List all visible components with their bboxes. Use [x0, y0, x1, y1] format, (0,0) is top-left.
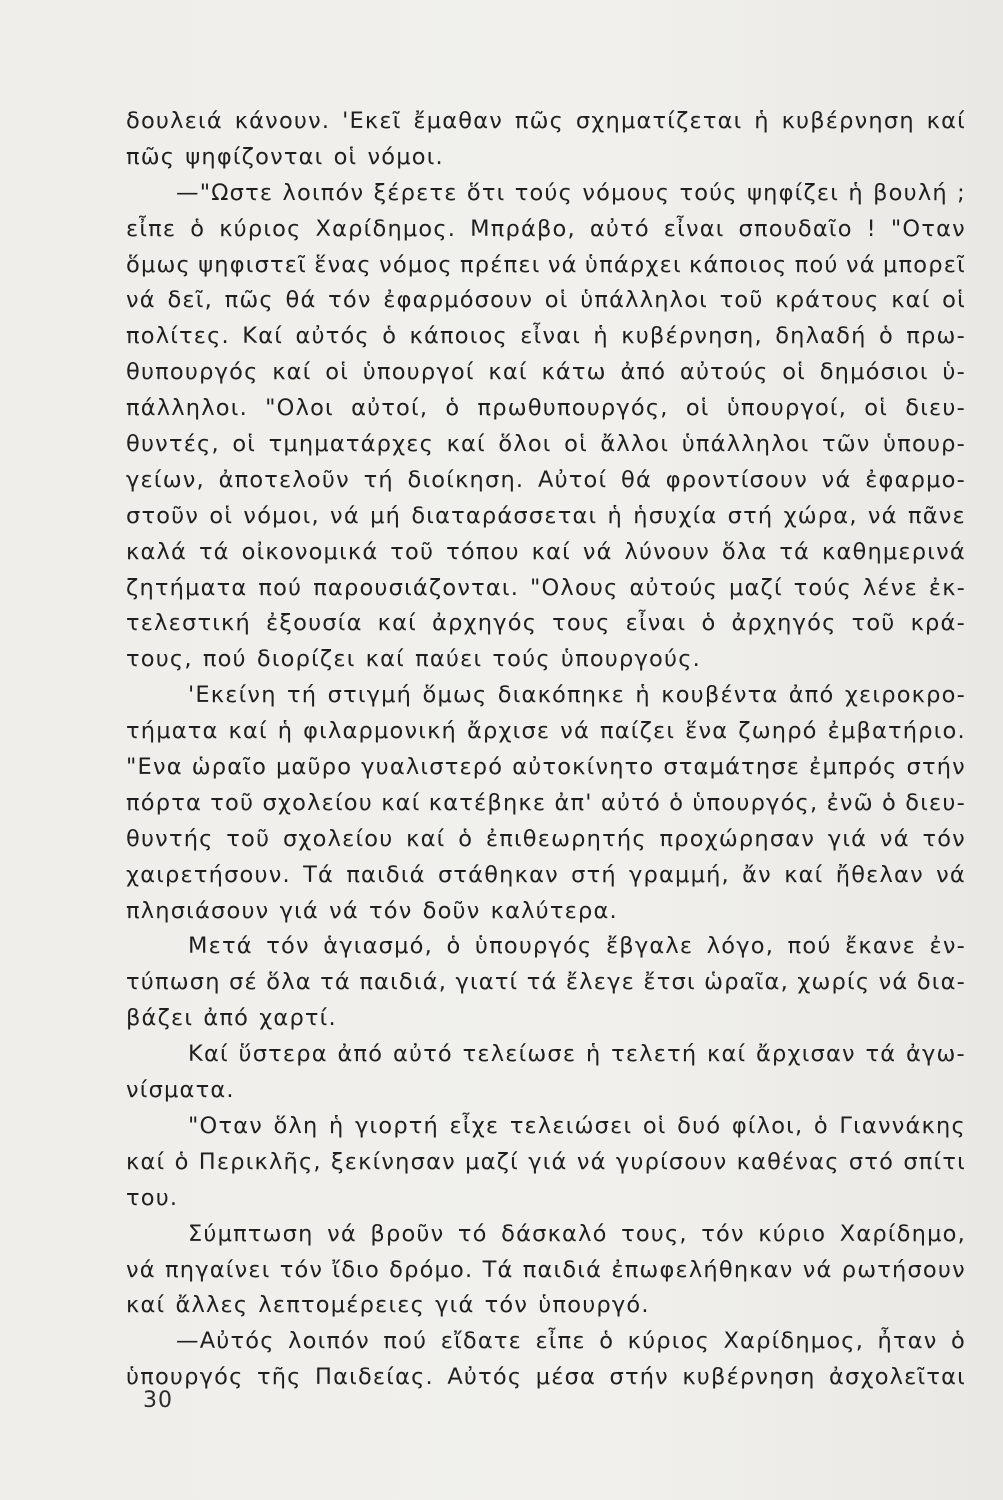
text-line: Σύμπτωση νά βροῦν τό δάσκαλό τους, τόν κύριο Χαρίδημο, — [188, 1220, 966, 1247]
text-line: "Ενα ὡραῖο μαῦρο γυαλιστερό αὐτοκίνητο σταμάτησε ἐμπρός στήν — [126, 754, 966, 781]
text-line: πολίτες. Καί αὐτός ὁ κάποιος εἶναι ἡ κυβέρνηση, δηλαδή ὁ πρω- — [126, 323, 966, 350]
text-line: πῶς ψηφίζονται οἱ νόμοι. — [126, 143, 444, 170]
text-line: νά δεῖ, πῶς θά τόν ἐφαρμόσουν οἱ ὑπάλληλοι τοῦ κράτους καί οἱ — [126, 287, 966, 314]
text-line: ζητήματα πού παρουσιάζονται. "Ολους αὐτούς μαζί τούς λένε ἐκ- — [126, 574, 966, 601]
text-line: στοῦν οἱ νόμοι, νά μή διαταράσσεται ἡ ἡσυχία στή χώρα, νά πᾶνε — [126, 502, 966, 529]
body-text — [126, 104, 966, 1396]
text-line: τύπωση σέ ὅλα τά παιδιά, γιατί τά ἔλεγε ἔτσι ὡραῖα, χωρίς νά δια- — [126, 969, 966, 996]
text-line: καί ὁ Περικλῆς, ξεκίνησαν μαζί γιά νά γυρίσουν καθένας στό σπίτι — [126, 1148, 966, 1175]
text-line: θυντές, οἱ τμηματάρχες καί ὅλοι οἱ ἄλλοι ὑπάλληλοι τῶν ὑπουρ- — [126, 431, 966, 458]
text-line: του. — [126, 1184, 179, 1211]
text-line: νίσματα. — [126, 1077, 235, 1104]
text-line: νά πηγαίνει τόν ἴδιο δρόμο. Τά παιδιά ἐπωφελήθηκαν νά ρωτήσουν — [126, 1256, 966, 1283]
text-line: θυντής τοῦ σχολείου καί ὁ ἐπιθεωρητής προχώρησαν γιά νά τόν — [126, 825, 966, 852]
text-line: 'Εκείνη τή στιγμή ὅμως διακόπηκε ἡ κουβέντα ἀπό χειροκρο- — [188, 682, 966, 709]
text-line: πάλληλοι. "Ολοι αὐτοί, ὁ πρωθυπουργός, οἱ ὑπουργοί, οἱ διευ- — [126, 395, 966, 422]
text-line: —"Ωστε λοιπόν ξέρετε ὅτι τούς νόμους τούς ψηφίζει ἡ βουλή ; — [176, 179, 966, 206]
text-line: χαιρετήσουν. Τά παιδιά στάθηκαν στή γραμμή, ἄν καί ἤθελαν νά — [126, 861, 966, 888]
text-line: ὑπουργός τῆς Παιδείας. Αὐτός μέσα στήν κυβέρνηση ἀσχολεῖται — [126, 1364, 966, 1391]
text-line: θυπουργός καί οἱ ὑπουργοί καί κάτω ἀπό αὐτούς οἱ δημόσιοι ὑ- — [126, 359, 966, 386]
text-line: εἶπε ὁ κύριος Χαρίδημος. Μπράβο, αὐτό εἶναι σπουδαῖο ! "Οταν — [126, 215, 966, 242]
text-line: τήματα καί ἡ φιλαρμονική ἄρχισε νά παίζει ἕνα ζωηρό ἐμβατήριο. — [126, 718, 966, 745]
text-line: Καί ὕστερα ἀπό αὐτό τελείωσε ἡ τελετή καί ἄρχισαν τά ἀγω- — [188, 1041, 966, 1068]
page-number: 30 — [143, 1388, 173, 1413]
text-line: ὅμως ψηφιστεῖ ἕνας νόμος πρέπει νά ὑπάρχει κάποιος πού νά μπορεῖ — [126, 251, 966, 278]
text-line: τους, πού διορίζει καί παύει τούς ὑπουργούς. — [126, 646, 701, 673]
text-line: —Αὐτός λοιπόν πού εἴδατε εἶπε ὁ κύριος Χαρίδημος, ἦταν ὁ — [176, 1328, 966, 1355]
text-line: Μετά τόν ἁγιασμό, ὁ ὑπουργός ἔβγαλε λόγο, πού ἔκανε ἐν- — [188, 933, 966, 960]
text-line: πόρτα τοῦ σχολείου καί κατέβηκε ἀπ' αὐτό ὁ ὑπουργός, ἐνῶ ὁ διευ- — [126, 789, 966, 816]
text-line: δουλειά κάνουν. 'Εκεῖ ἔμαθαν πῶς σχηματίζεται ἡ κυβέρνηση καί — [126, 108, 966, 134]
text-line: πλησιάσουν γιά νά τόν δοῦν καλύτερα. — [126, 897, 618, 924]
text-line: "Οταν ὅλη ἡ γιορτή εἶχε τελειώσει οἱ δυό φίλοι, ὁ Γιαννάκης — [188, 1112, 966, 1139]
text-line: τελεστική ἐξουσία καί ἀρχηγός τους εἶναι ὁ ἀρχηγός τοῦ κρά- — [126, 610, 966, 637]
text-line: καί ἄλλες λεπτομέρειες γιά τόν ὑπουργό. — [126, 1292, 650, 1319]
text-line: καλά τά οἰκονομικά τοῦ τόπου καί νά λύνουν ὅλα τά καθημερινά — [126, 538, 966, 565]
text-line: γείων, ἀποτελοῦν τή διοίκηση. Αὐτοί θά φροντίσουν νά ἐφαρμο- — [126, 466, 966, 493]
text-line: βάζει ἀπό χαρτί. — [126, 1005, 337, 1032]
